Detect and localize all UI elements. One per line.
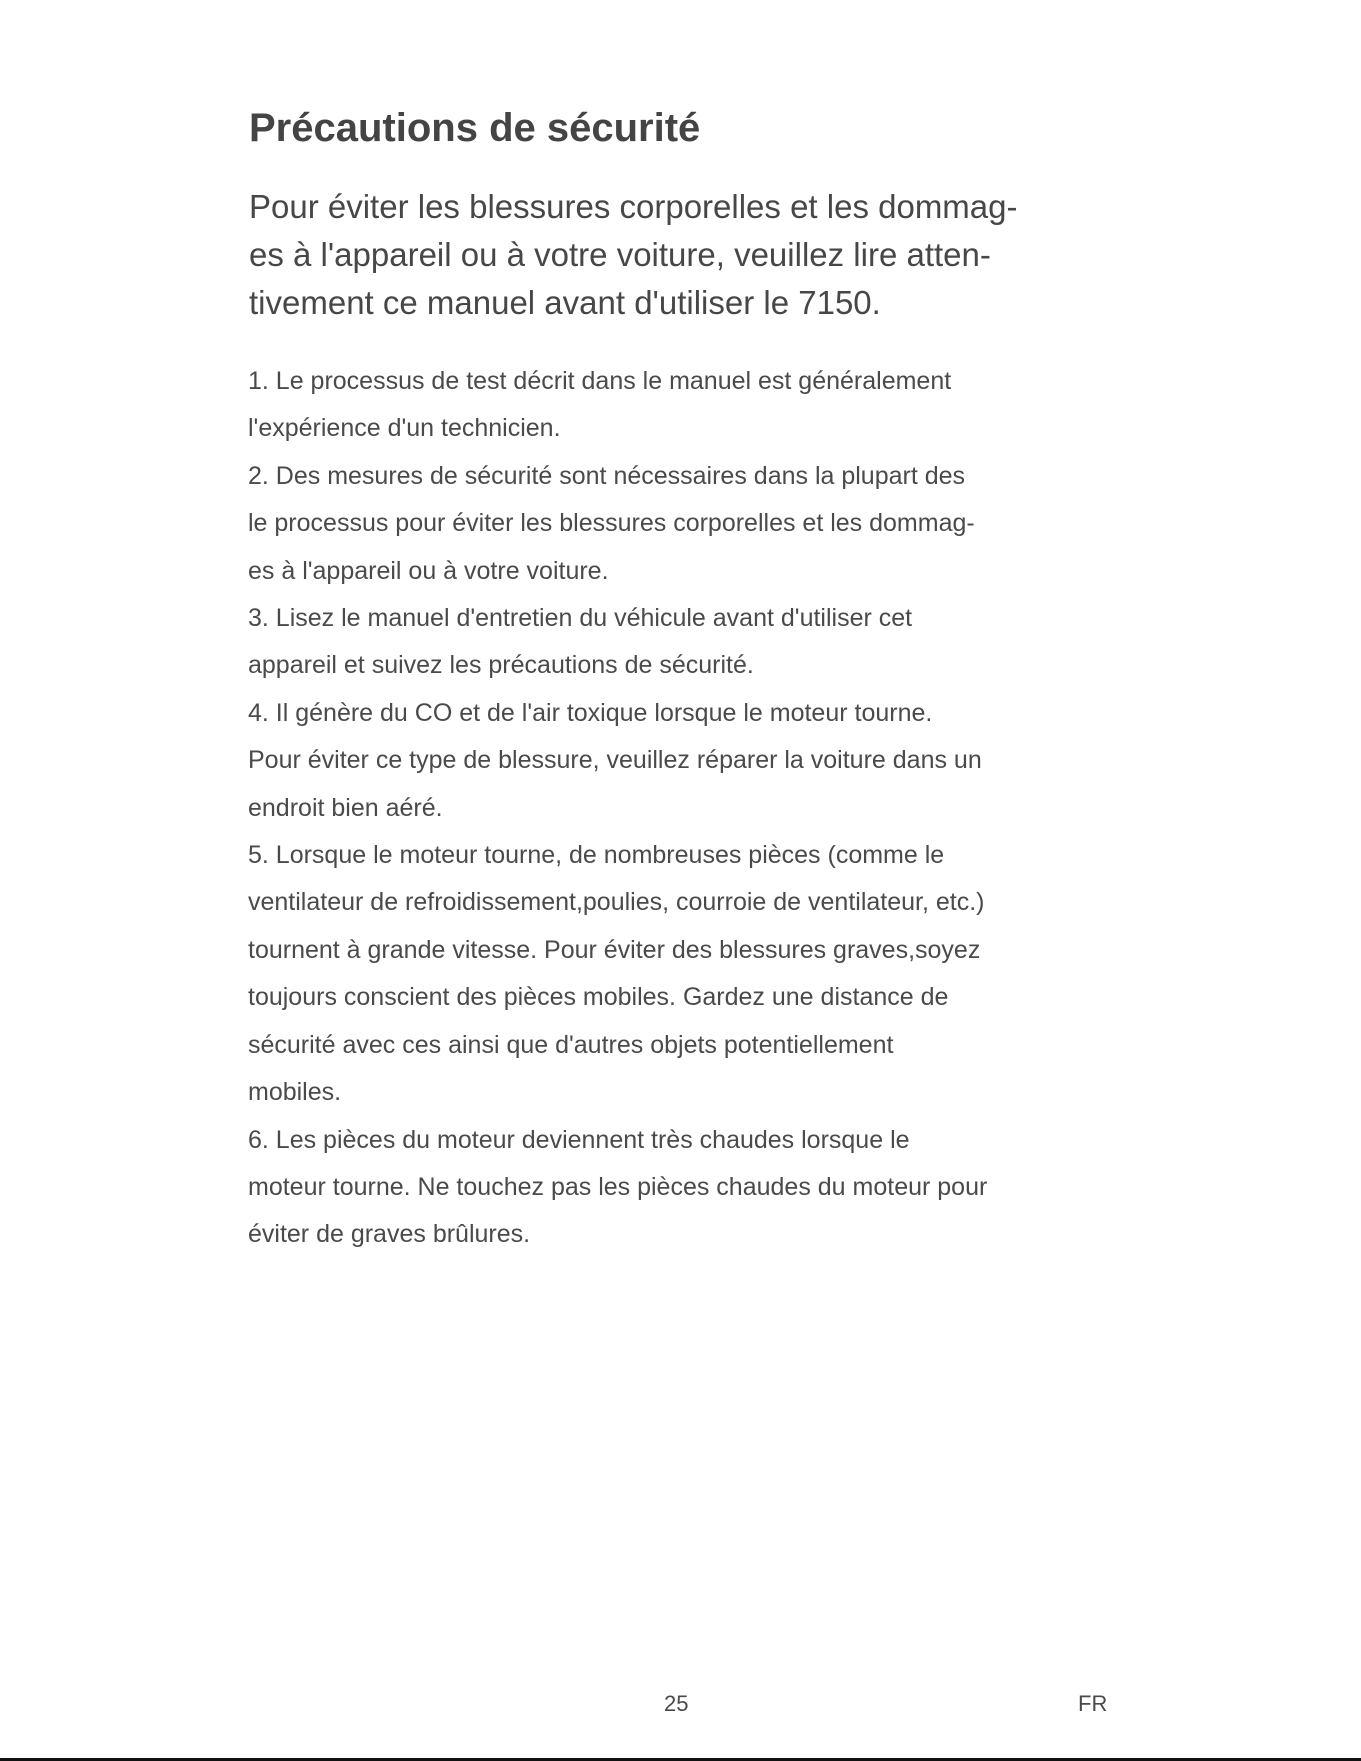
body-line: endroit bien aéré. [248, 793, 443, 822]
safety-list [248, 358, 1128, 1259]
page-number: 25 [664, 1691, 689, 1716]
body-line: ventilateur de refroidissement,poulies, courroie de ventilateur, etc.) [248, 888, 985, 917]
body-line: sécurité avec ces ainsi que d'autres objets potentiellement [248, 1030, 894, 1059]
body-line: l'expérience d'un technicien. [248, 414, 561, 443]
body-line: 3. Lisez le manuel d'entretien du véhicule avant d'utiliser cet [248, 604, 913, 633]
body-line: toujours conscient des pièces mobiles. Gardez une distance de [248, 983, 949, 1012]
intro-line: Pour éviter les blessures corporelles et les dommag- [249, 188, 1018, 225]
body-line: Pour éviter ce type de blessure, veuillez réparer la voiture dans un [248, 746, 982, 775]
body-line: 4. Il génère du CO et de l'air toxique lorsque le moteur tourne. [248, 698, 933, 727]
body-line: le processus pour éviter les blessures corporelles et les dommag- [248, 509, 975, 538]
intro-line: es à l'appareil ou à votre voiture, veuillez lire atten- [249, 236, 991, 273]
body-line: moteur tourne. Ne touchez pas les pièces chaudes du moteur pour [248, 1172, 988, 1201]
language-code: FR [1078, 1691, 1108, 1716]
intro-paragraph [249, 183, 1129, 327]
page-title: Précautions de sécurité [249, 106, 701, 150]
body-line: 5. Lorsque le moteur tourne, de nombreuses pièces (comme le [248, 841, 945, 870]
body-line: 2. Des mesures de sécurité sont nécessaires dans la plupart des [248, 461, 966, 490]
intro-line: tivement ce manuel avant d'utiliser le 7150. [249, 284, 881, 321]
body-line: appareil et suivez les précautions de sécurité. [248, 651, 754, 680]
body-line: es à l'appareil ou à votre voiture. [248, 556, 609, 585]
body-line: tournent à grande vitesse. Pour éviter des blessures graves,soyez [248, 935, 981, 964]
body-line: 6. Les pièces du moteur deviennent très chaudes lorsque le [248, 1125, 910, 1154]
body-line: mobiles. [248, 1078, 342, 1107]
body-line: éviter de graves brûlures. [248, 1220, 531, 1249]
body-line: 1. Le processus de test décrit dans le manuel est généralement [248, 367, 952, 395]
